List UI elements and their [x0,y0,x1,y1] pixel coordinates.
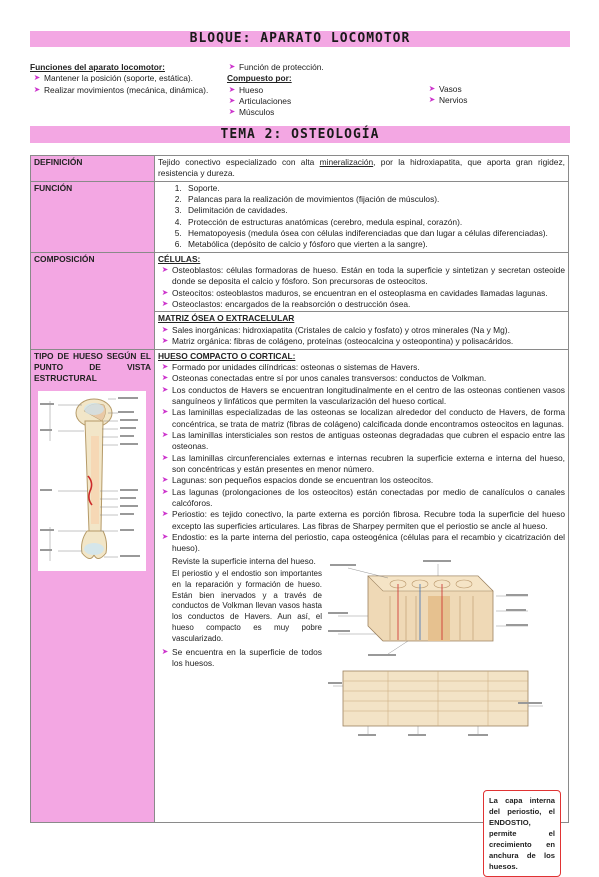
list-item: ➤ Formado por unidades cilíndricas: osteonas o sistemas de Havers. [158,362,565,373]
arrow-icon: ➤ [33,84,41,94]
list-item: ➤ Las lagunas (prolongaciones de los osteocitos) están conectadas por medio de canalículos o canales calcóforos. [158,487,565,510]
row-definicion [31,156,569,182]
definicion-text: Tejido conectivo especializado con alta mineralización, por la hidroxiapatita, que aporta gran rigidez, resistencia y dureza. [155,156,569,182]
list-item: ➤ Se encuentra en la superficie de todos los huesos. [158,647,322,670]
list-item: ➤ Sales inorgánicas: hidroxiapatita (Cristales de calcio y fosfato) y otros minerales (Na y Mg). [158,325,565,336]
list-item: 2. Palancas para la realización de movimientos (fijación de músculos). [184,194,565,205]
arrow-icon: ➤ [228,62,236,71]
note-box: La capa interna del periostio, el ENDOSTIO, permite el crecimiento en anchura de los huesos. [483,790,561,877]
arrow-icon: ➤ [33,73,41,83]
compuesto-item: ➤ Hueso [225,85,395,96]
arrow-icon: ➤ [161,384,169,394]
compuesto-item: ➤ Músculos [225,107,395,118]
endostio-detail: El periostio y el endostio son importantes en la reparación y formación de hueso. Están bien inervados y a través de conductos de Volkman llevan vasos hasta los conductos de Havers. Aun así, el hueso compacto es muy pobre vascularizado. [172,569,322,643]
list-item: ➤ Las laminillas circunferenciales externas e internas recubren la superficie externa e interna del hueso, son concéntricas y están presentes en menor número. [158,453,565,476]
compuesto-item: ➤ Nervios [425,95,545,106]
list-item: ➤ Endostio: es la parte interna del periostio, capa osteogénica (células para el recambio y cicatrización del hueso). [158,532,565,555]
arrow-icon: ➤ [161,265,169,275]
funciones-title: Funciones del aparato locomotor: [30,62,165,72]
page-title-banner [30,31,570,47]
list-item: ➤ Osteonas conectadas entre sí por unos canales transversos: conductos de Volkman. [158,373,565,384]
arrow-icon: ➤ [228,96,236,106]
list-item: ➤ Osteoclastos: encargados de la reabsorción o destrucción ósea. [158,299,565,310]
funcion-list [158,183,565,251]
list-item: 3. Delimitación de cavidades. [184,205,565,216]
arrow-icon: ➤ [161,407,169,417]
arrow-icon: ➤ [161,486,169,496]
label-definicion: DEFINICIÓN [31,156,155,182]
arrow-icon: ➤ [228,107,236,117]
matriz-title: MATRIZ ÓSEA O EXTRACELULAR [158,313,295,324]
label-tipo-hueso: TIPO DE HUESO SEGÚN EL PUNTO DE VISTA ESTRUCTURAL [31,349,155,822]
label-funcion: FUNCIÓN [31,181,155,252]
arrow-icon: ➤ [161,509,169,519]
celulas-title: CÉLULAS: [158,253,201,264]
arrow-icon: ➤ [161,452,169,462]
funcion-proteccion: ➤ Función de protección. [225,62,395,73]
arrow-icon: ➤ [161,532,169,541]
compacto-title: HUESO COMPACTO O CORTICAL: [158,350,296,361]
section-title: TEMA 2: OSTEOLOGÍA [220,127,380,142]
intro-section [30,62,570,126]
compact-bone-diagram-icon [328,556,548,738]
arrow-icon: ➤ [161,287,169,297]
arrow-icon: ➤ [228,84,236,94]
arrow-icon: ➤ [161,373,169,383]
matriz-subsection [155,311,568,347]
arrow-icon: ➤ [161,475,169,485]
list-item: 1. Soporte. [184,183,565,194]
funcion-item: ➤ Mantener la posición (soporte, estática). [30,73,220,84]
list-item: ➤ Periostio: es tejido conectivo, la parte externa es porción fibrosa. Recubre toda la superficie del hueso excepto las superficies articulares. Las fibras de Sharpey permiten que el periostio se ancle al hueso. [158,509,565,532]
list-item: 5. Hematopoyesis (medula ósea con células indiferenciadas que dan lugar a células diferenciadas). [184,228,565,239]
compuesto-item: ➤ Vasos [425,84,545,95]
arrow-icon: ➤ [161,299,169,309]
definicion-keyword: mineralización [319,157,374,167]
osteologia-table [30,155,569,871]
row-tipo-hueso [31,349,569,822]
arrow-icon: ➤ [161,646,169,656]
label-composicion: COMPOSICIÓN [31,252,155,349]
list-item: ➤ Lagunas: son pequeños espacios donde se encuentran los osteocitos. [158,475,565,486]
page-title: BLOQUE: APARATO LOCOMOTOR [189,31,411,46]
row-funcion [31,181,569,252]
arrow-icon: ➤ [161,336,169,346]
list-item: ➤ Las laminillas intersticiales son restos de antiguas osteonas degradadas que cubren el espacio entre las osteonas. [158,430,565,453]
compuesto-title: Compuesto por: [227,73,292,84]
arrow-icon: ➤ [161,324,169,334]
arrow-icon: ➤ [428,95,436,105]
osteon-illustration [328,556,565,741]
list-item: ➤ Osteocitos: osteoblastos maduros, se encuentran en el osteoplasma en cavidades llamadas lagunas. [158,288,565,299]
list-item: ➤ Las laminillas especializadas de las osteonas se localizan alrededor del conducto de Havers, de forma concéntrica, se trata de matriz (fibras de colágeno) calcificada donde encontramos osteocitos en lagunas. [158,407,565,430]
list-item: ➤ Los conductos de Havers se encuentran longitudinalmente en el centro de las osteonas contienen vasos sanguíneos y linfáticos que permiten la vascularización del hueso cortical. [158,385,565,408]
compuesto-item: ➤ Articulaciones [225,96,395,107]
arrow-icon: ➤ [428,84,436,93]
endostio-block [158,556,565,741]
row-composicion [31,252,569,349]
funcion-item: ➤ Realizar movimientos (mecánica, dinámica). [30,85,220,96]
endostio-cont: Reviste la superficie interna del hueso. [172,555,316,566]
list-item: 4. Protección de estructuras anatómicas (cerebro, medula espinal, corazón). [184,217,565,228]
compuesto-column [225,62,395,119]
arrow-icon: ➤ [161,429,169,439]
section-title-banner [30,126,570,143]
list-item: ➤ Osteoblastos: células formadoras de hueso. Están en toda la superficie y sintetizan y secretan osteoide donde se deposita el calcio y fósforo. Son precursoras de osteocitos. [158,265,565,288]
arrow-icon: ➤ [161,361,169,371]
compuesto-column-2 [425,84,545,107]
femur-illustration [38,391,151,574]
bone-diagram-icon [38,391,146,571]
list-item: ➤ Matriz orgánica: fibras de colágeno, proteínas (osteocalcina y osteopontina) y polisacáridos. [158,336,565,347]
list-item: 6. Metabólica (depósito de calcio y fósforo que vierten a la sangre). [184,239,565,250]
funciones-column [30,62,220,96]
